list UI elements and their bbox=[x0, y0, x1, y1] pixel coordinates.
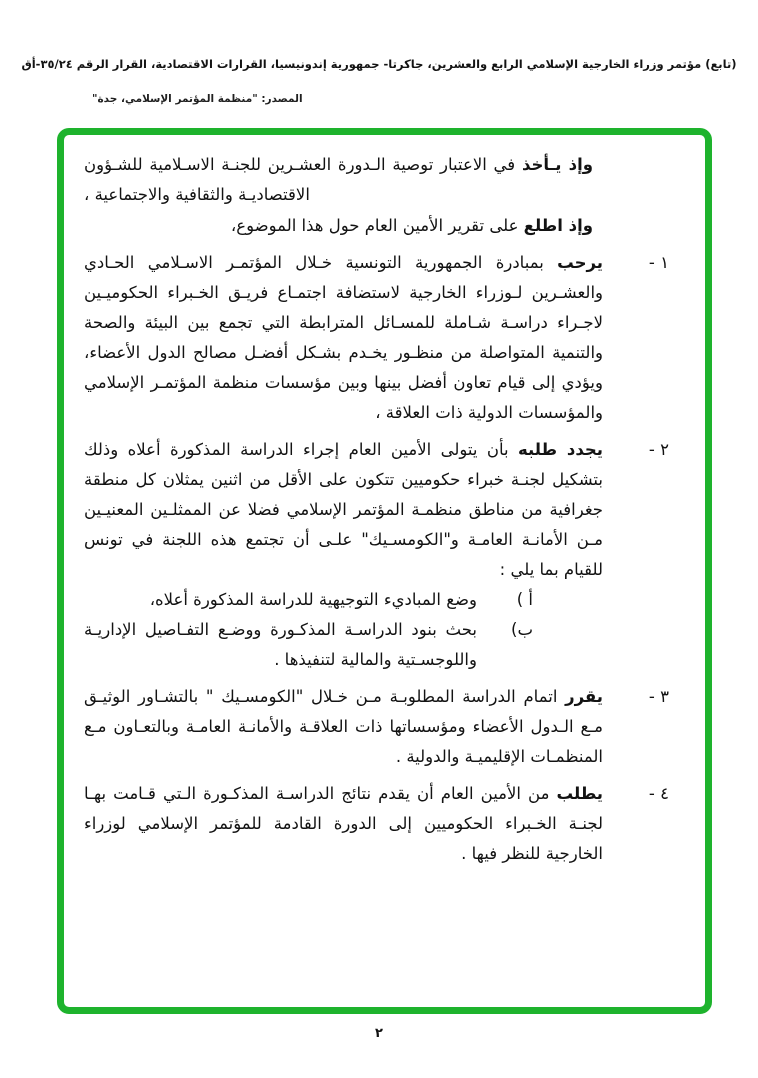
resolution-item bbox=[84, 435, 681, 675]
item-text: يطلب من الأمين العام أن يقدم نتائج الدراسـة المذكـورة الـتي قـامت بهـا لجنـة الخـبراء الحكوميين إلى الدورة القادمة للمؤتمر الإسلامي لوزراء الخارجية للنظر فيها . bbox=[84, 784, 603, 863]
item-lead: يجدد طلبه bbox=[518, 440, 603, 459]
item-content bbox=[84, 779, 603, 869]
item-number: ٤ - bbox=[648, 784, 669, 803]
subitem-marker: ب) bbox=[511, 620, 533, 639]
resolution-item bbox=[84, 682, 681, 772]
item-content bbox=[84, 682, 603, 772]
intro-section bbox=[84, 150, 681, 241]
resolution-green-box bbox=[57, 128, 712, 1014]
subitem-text: وضع المباديء التوجيهية للدراسة المذكورة أعلاه، bbox=[149, 590, 477, 609]
page-number: ٢ bbox=[375, 1026, 383, 1041]
subitem-list bbox=[84, 585, 603, 675]
resolution-item bbox=[84, 248, 681, 428]
subitem bbox=[84, 585, 533, 615]
item-text: يقرر اتمام الدراسة المطلوبـة مـن خـلال "الكومسـيك " بالتشـاور الوثيـق مـع الـدول الأعضاء ومؤسساتها ذات العلاقـة والأمانـة العامـة وبالتعـاون مـع المنظمـات الإقليميـة والدولية . bbox=[84, 687, 603, 766]
paragraph-lead: وإذ اطلع bbox=[523, 216, 593, 235]
item-number: ٣ - bbox=[648, 687, 669, 706]
items-section bbox=[84, 248, 681, 869]
item-lead: يرحب bbox=[557, 253, 603, 272]
subitem-text: بحث بنود الدراسـة المذكـورة ووضـع التفـاصيل الإداريـة واللوجسـتية والمالية لتنفيذها . bbox=[84, 620, 477, 669]
item-text: يجدد طلبه بأن يتولى الأمين العام إجراء الدراسة المذكورة أعلاه وذلك بتشكيل لجنـة خبراء حكوميين تتكون على الأقل من اثنين يمثلان كل منطقة جغرافية من مناطق منظمـة المؤتمر الإسلامي فضلا عن الممثلـين المعنيـين مـن الأمانـة العامـة و"الكومسـيك" علـى أن تجتمع هذه اللجنة في تونس للقيام بما يلي : bbox=[84, 440, 603, 579]
document-header-line: (تابع) مؤتمر وزراء الخارجية الإسلامي الرابع والعشرين، جاكرتا- جمهورية إندونيسيا، القرارات الاقتصادية، القرار الرقم ٣٥/٢٤-أق bbox=[21, 57, 737, 71]
item-lead: يطلب bbox=[556, 784, 603, 803]
subitem-marker: أ ) bbox=[516, 590, 533, 609]
intro-paragraph: وإذ اطلع على تقرير الأمين العام حول هذا الموضوع، bbox=[230, 216, 593, 235]
paragraph-lead: وإذ يـأخذ bbox=[521, 155, 594, 174]
item-content bbox=[84, 435, 603, 675]
intro-paragraph: وإذ يـأخذ في الاعتبار توصية الـدورة العشـرين للجنـة الاسـلامية للشـؤون الاقتصاديـة والثقافية والاجتماعية ، bbox=[84, 155, 594, 204]
item-lead: يقرر bbox=[565, 687, 603, 706]
source-line: المصدر: "منظمة المؤتمر الإسلامي، جدة" bbox=[92, 93, 303, 105]
subitem bbox=[84, 615, 533, 675]
item-number: ٢ - bbox=[648, 440, 669, 459]
item-number: ١ - bbox=[648, 253, 669, 272]
item-content bbox=[84, 248, 603, 428]
resolution-item bbox=[84, 779, 681, 869]
item-text: يرحب بمبادرة الجمهورية التونسية خـلال المؤتمـر الاسـلامي الحـادي والعشـرين لـوزراء الخارجية لاستضافة اجتمـاع فريـق الخـبراء الحكوميـين لاجـراء دراسـة شـاملة للمسـائل المترابطة التي تجمع بين البيئة والصحة والتنمية المتواصلة من منظـور يخـدم بشـكل أفضـل مصالح الدول الأعضاء، ويؤدي إلى قيام تعاون أفضل بينها وبين مؤسسات منظمة المؤتمـر الإسلامي والمؤسسات الدولية ذات العلاقة ، bbox=[84, 253, 603, 422]
